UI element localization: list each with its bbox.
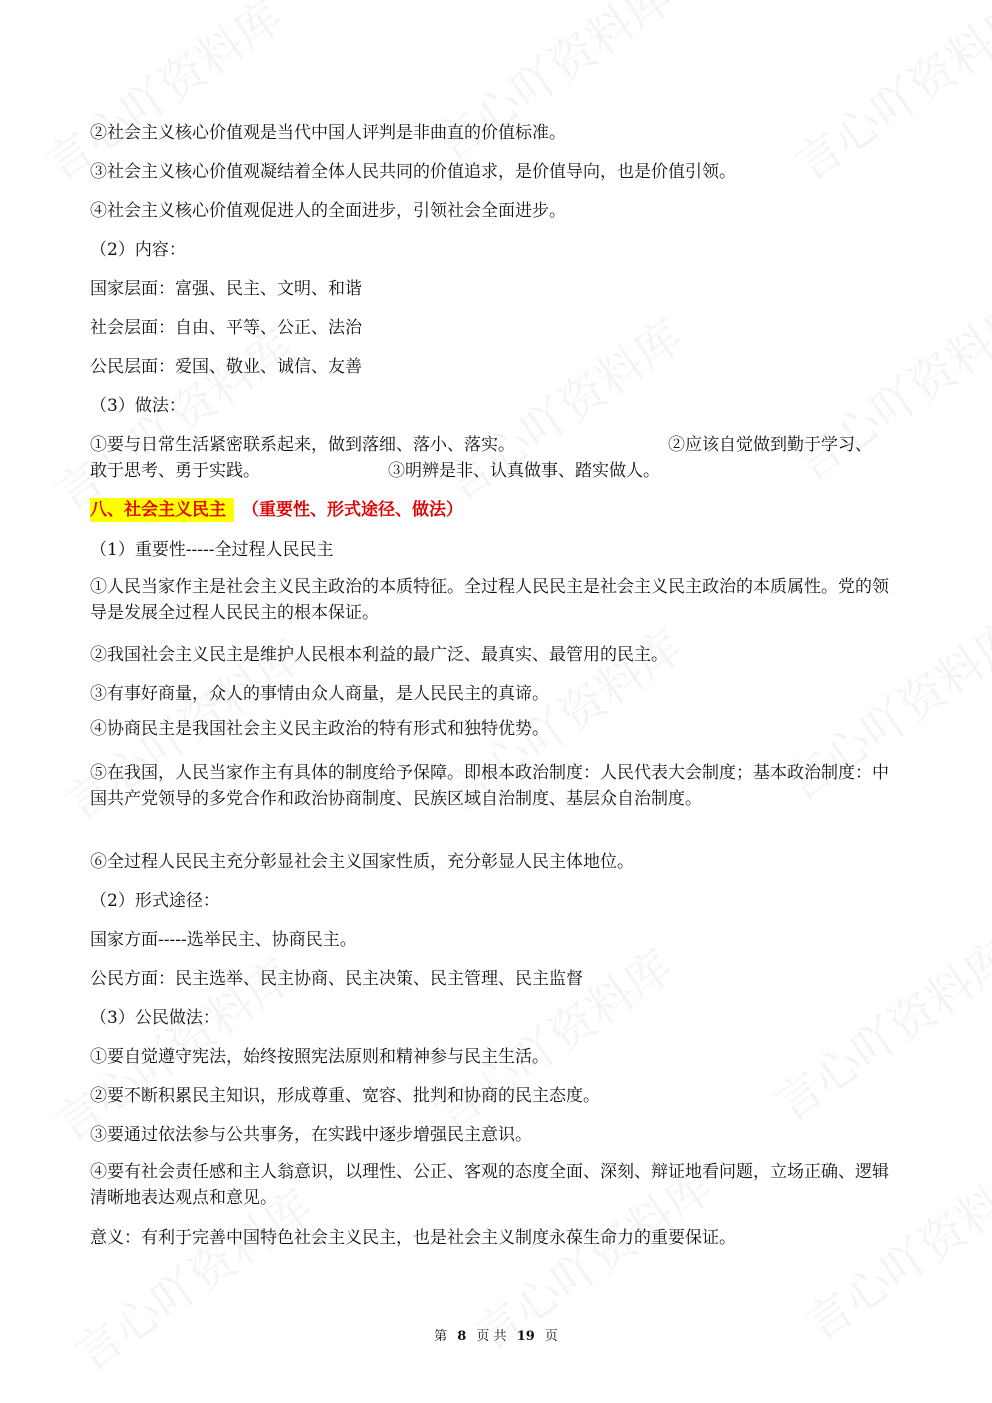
- paragraph: 社会层面：自由、平等、公正、法治: [90, 318, 362, 338]
- watermark: [420, 0, 684, 174]
- paragraph: 公民层面：爱国、敬业、诚信、友善: [90, 357, 362, 377]
- text-span: ②应该自觉做到勤于学习、: [668, 435, 872, 455]
- paragraph: 公民方面：民主选举、民主协商、民主决策、民主管理、民主监督: [90, 969, 583, 989]
- page-total: 19: [516, 1329, 535, 1344]
- paragraph: ③要通过依法参与公共事务，在实践中逐步增强民主意识。: [90, 1125, 532, 1145]
- paragraph: [90, 458, 905, 484]
- paragraph: ⑤在我国，人民当家作主有具体的制度给予保障。即根本政治制度：人民代表大会制度；基本政治制度：中国共产党领导的多党合作和政治协商制度、民族区域自治制度、基层众自治制度。: [90, 763, 889, 809]
- paragraph: ②社会主义核心价值观是当代中国人评判是非曲直的价值标准。: [90, 123, 566, 143]
- page-footer: [0, 1328, 992, 1346]
- paragraph: ①要自觉遵守宪法，始终按照宪法原则和精神参与民主生活。: [90, 1047, 549, 1067]
- footer-suffix: 页: [544, 1329, 558, 1344]
- page-number: 8: [457, 1329, 467, 1344]
- paragraph: ④社会主义核心价值观促进人的全面进步，引领社会全面进步。: [90, 201, 566, 221]
- subheading: （3）做法：: [90, 396, 186, 416]
- paragraph: ②我国社会主义民主是维护人民根本利益的最广泛、最真实、最管用的民主。: [90, 645, 668, 665]
- paragraph: ⑥全过程人民民主充分彰显社会主义国家性质，充分彰显人民主体地位。: [90, 852, 634, 872]
- subheading: （2）形式途径：: [90, 891, 220, 911]
- footer-middle: 页 共: [476, 1329, 507, 1344]
- paragraph: ③有事好商量，众人的事情由众人商量，是人民民主的真谛。: [90, 684, 549, 704]
- paragraph: ④要有社会责任感和主人翁意识，以理性、公正、客观的态度全面、深刻、辩证地看问题，立场正确、逻辑清晰地表达观点和意见。: [90, 1162, 889, 1208]
- paragraph: ②要不断积累民主知识，形成尊重、宽容、批判和协商的民主态度。: [90, 1086, 600, 1106]
- text-span: 敢于思考、勇于实践。: [90, 461, 260, 481]
- section-heading-extra: （重要性、形式途径、做法）: [242, 500, 463, 520]
- section-heading-title: 八、社会主义民主: [90, 498, 234, 522]
- paragraph: 国家方面-----选举民主、协商民主。: [90, 930, 357, 950]
- paragraph: ③社会主义核心价值观凝结着全体人民共同的价值追求，是价值导向，也是价值引领。: [90, 162, 736, 182]
- footer-prefix: 第: [434, 1329, 448, 1344]
- text-span: ③明辨是非、认真做事、踏实做人。: [388, 461, 660, 481]
- watermark: [420, 932, 684, 1144]
- paragraph: 意义：有利于完善中国特色社会主义民主，也是社会主义制度永葆生命力的重要保证。: [90, 1228, 736, 1248]
- paragraph: 国家层面：富强、民主、文明、和谐: [90, 279, 362, 299]
- subheading: （3）公民做法：: [90, 1008, 220, 1028]
- paragraph: [90, 432, 905, 458]
- text-span: ①要与日常生活紧密联系起来，做到落细、落小、落实。: [90, 435, 515, 455]
- subheading: （2）内容：: [90, 240, 186, 260]
- section-heading: [90, 497, 905, 523]
- paragraph: ①人民当家作主是社会主义民主政治的本质特征。全过程人民民主是社会主义民主政治的本质属性。党的领导是发展全过程人民民主的根本保证。: [90, 577, 889, 623]
- paragraph: ④协商民主是我国社会主义民主政治的特有形式和独特优势。: [90, 719, 549, 739]
- subheading: （1）重要性-----全过程人民民主: [90, 540, 334, 560]
